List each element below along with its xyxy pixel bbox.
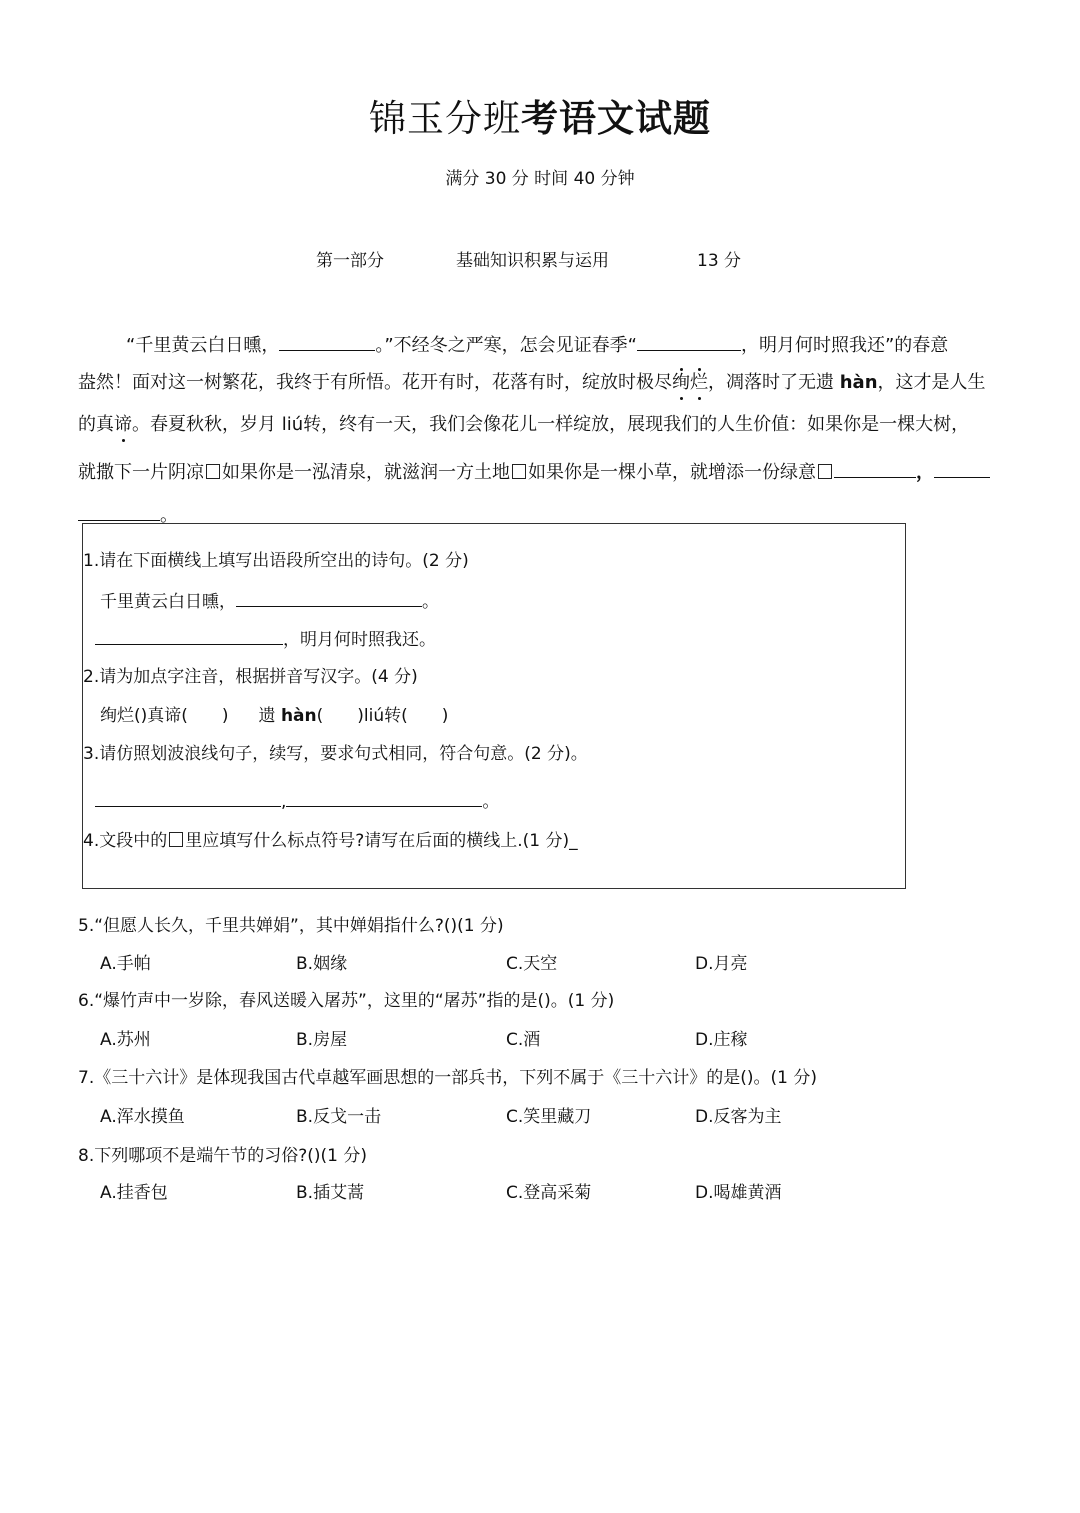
q1-text: 千里黄云白日曛， xyxy=(100,592,236,612)
para-text: 就撒下一片阴凉 xyxy=(78,462,204,483)
para-text: 的真 xyxy=(78,414,114,435)
section-score: 13 分 xyxy=(697,251,742,271)
para-text: 。”不经冬之严寒，怎会见证春季“ xyxy=(375,335,637,356)
paragraph-line-2 xyxy=(78,368,986,394)
question-2-items xyxy=(100,701,448,726)
option[interactable]: C.酒 xyxy=(506,1030,541,1050)
para-text: ，凋落时了无遗 xyxy=(708,372,840,393)
answer-blank[interactable] xyxy=(279,330,375,351)
option[interactable]: C.天空 xyxy=(506,954,558,974)
title-bold: 考语文试题 xyxy=(521,97,711,140)
option[interactable]: A.手帕 xyxy=(100,954,151,974)
q1-text: ，明月何时照我还。 xyxy=(283,630,436,650)
option[interactable]: D.喝雄黄酒 xyxy=(695,1183,782,1203)
question-stem: 7.《三十六计》是体现我国古代卓越军画思想的一部兵书，下列不属于《三十六计》的是()。(1 分) xyxy=(78,1068,817,1088)
dotted-char: 烂 xyxy=(690,372,708,393)
question-stem: 6.“爆竹声中一岁除，春风送暖入屠苏”，这里的“屠苏”指的是()。(1 分) xyxy=(78,991,615,1011)
pinyin-han: hàn xyxy=(839,372,878,393)
question-1-line-1 xyxy=(100,586,439,612)
paragraph-line-4 xyxy=(78,457,990,484)
para-text: ，这才是人生 xyxy=(877,372,986,393)
option[interactable]: B.反戈一击 xyxy=(296,1107,382,1127)
answer-blank[interactable] xyxy=(934,457,990,478)
answer-blank[interactable] xyxy=(95,624,283,645)
option[interactable]: A.苏州 xyxy=(100,1030,151,1050)
para-text: 盎然！面对这一树繁花，我终于有所悟。花开有时，花落有时，绽放时极尽 xyxy=(78,372,672,393)
answer-blank[interactable] xyxy=(78,500,160,521)
paragraph-line-1 xyxy=(126,330,948,357)
answer-blank[interactable] xyxy=(95,786,281,807)
pinyin-han: hàn xyxy=(280,706,317,726)
dotted-char: 谛 xyxy=(114,414,132,435)
question-3: 3.请仿照划波浪线句子，续写，要求句式相同，符合句意。(2 分)。 xyxy=(83,744,588,764)
question-1: 1.请在下面横线上填写出语段所空出的诗句。(2 分) xyxy=(83,551,469,571)
q4-text: 里应填写什么标点符号?请写在后面的横线上.(1 分)_ xyxy=(185,831,578,851)
section-part: 第一部分 xyxy=(316,251,384,271)
option[interactable]: A.浑水摸鱼 xyxy=(100,1107,185,1127)
option[interactable]: D.反客为主 xyxy=(695,1107,782,1127)
option[interactable]: A.挂香包 xyxy=(100,1183,168,1203)
para-text: 。 xyxy=(160,505,178,526)
para-text: ，明月何时照我还”的春意 xyxy=(740,335,949,356)
punctuation-box[interactable] xyxy=(206,464,220,479)
section-name: 基础知识积累与运用 xyxy=(456,251,609,271)
option[interactable]: C.登高采菊 xyxy=(506,1183,592,1203)
question-3-answer xyxy=(95,786,499,812)
para-text: 如果你是一泓清泉，就滋润一方土地 xyxy=(222,462,510,483)
q3-text: 。 xyxy=(482,792,500,812)
question-4 xyxy=(83,826,578,851)
para-text: 如果你是一棵小草，就增添一份绿意 xyxy=(528,462,816,483)
q3-text: , xyxy=(281,792,287,812)
punctuation-box[interactable] xyxy=(818,464,832,479)
option[interactable]: B.插艾蒿 xyxy=(296,1183,365,1203)
answer-blank[interactable] xyxy=(637,330,741,351)
q2-text: 绚烂()真谛( ) xyxy=(100,706,229,726)
question-1-line-2 xyxy=(95,624,436,650)
option[interactable]: C.笑里藏刀 xyxy=(506,1107,592,1127)
answer-blank[interactable] xyxy=(834,457,916,478)
exam-subtitle: 满分 30 分 时间 40 分钟 xyxy=(445,169,635,189)
answer-blank[interactable] xyxy=(286,786,482,807)
paragraph-line-3 xyxy=(78,410,969,436)
para-text: 。春夏秋秋，岁月 liú转，终有一天，我们会像花儿一样绽放，展现我们的人生价值：如果你是一棵大树， xyxy=(132,414,970,435)
para-text: ， xyxy=(916,462,934,483)
question-stem: 5.“但愿人长久，千里共婵娟”，其中婵娟指什么?()(1 分) xyxy=(78,916,504,936)
title-light: 锦玉分班 xyxy=(369,97,521,140)
answer-blank[interactable] xyxy=(236,586,422,607)
exam-title xyxy=(0,88,1080,142)
option[interactable]: D.庄稼 xyxy=(695,1030,748,1050)
punctuation-box-icon xyxy=(169,832,183,847)
q2-text: 遗 xyxy=(258,706,281,726)
question-stem: 8.下列哪项不是端午节的习俗?()(1 分) xyxy=(78,1146,367,1166)
dotted-char: 绚 xyxy=(672,372,690,393)
option[interactable]: B.房屋 xyxy=(296,1030,348,1050)
q1-text: 。 xyxy=(422,592,439,612)
option[interactable]: D.月亮 xyxy=(695,954,748,974)
para-text: “千里黄云白日曛， xyxy=(126,335,280,356)
q2-text: ( )liú转( ) xyxy=(316,706,449,726)
option[interactable]: B.姻缘 xyxy=(296,954,348,974)
question-2: 2.请为加点字注音，根据拼音写汉字。(4 分) xyxy=(83,667,418,687)
punctuation-box[interactable] xyxy=(512,464,526,479)
q4-text: 4.文段中的 xyxy=(83,831,168,851)
